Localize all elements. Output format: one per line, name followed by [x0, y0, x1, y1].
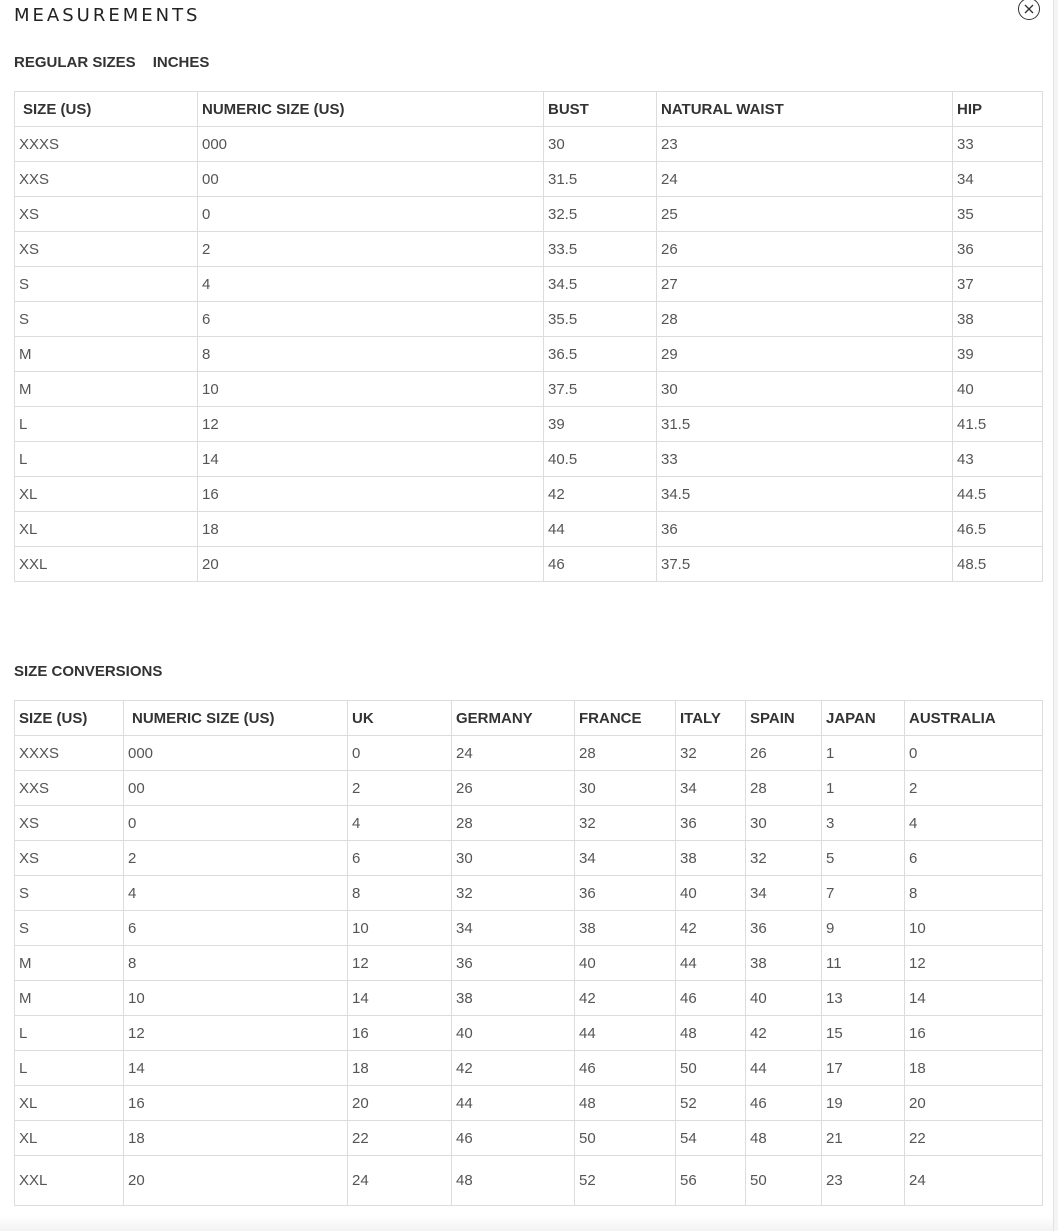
- table-cell: 32: [452, 876, 575, 911]
- table-cell: L: [15, 1016, 124, 1051]
- table-cell: 19: [822, 1086, 905, 1121]
- table-row: [15, 337, 1043, 372]
- table-cell: 41.5: [953, 407, 1043, 442]
- table-cell: 46.5: [953, 512, 1043, 547]
- table-cell: 11: [822, 946, 905, 981]
- table-row: [15, 806, 1043, 841]
- table-row: [15, 232, 1043, 267]
- size-conversions-heading: SIZE CONVERSIONS: [14, 663, 163, 680]
- table-cell: 32: [575, 806, 676, 841]
- table-cell: 42: [676, 911, 746, 946]
- table-cell: 30: [746, 806, 822, 841]
- table-cell: 4: [348, 806, 452, 841]
- table-cell: 16: [198, 477, 544, 512]
- table-cell: S: [15, 876, 124, 911]
- table-cell: S: [15, 302, 198, 337]
- table-cell: 26: [452, 771, 575, 806]
- table-row: [15, 1016, 1043, 1051]
- table-cell: 28: [575, 736, 676, 771]
- column-header: UK: [348, 701, 452, 736]
- table-cell: 43: [953, 442, 1043, 477]
- table-cell: XS: [15, 841, 124, 876]
- table-cell: 33: [953, 127, 1043, 162]
- table-cell: 48.5: [953, 547, 1043, 582]
- table-cell: 38: [575, 911, 676, 946]
- table-cell: 36.5: [544, 337, 657, 372]
- table-cell: 10: [348, 911, 452, 946]
- table-cell: 2: [124, 841, 348, 876]
- table-cell: 22: [348, 1121, 452, 1156]
- table-cell: 38: [452, 981, 575, 1016]
- table-cell: 40: [575, 946, 676, 981]
- table-cell: 48: [676, 1016, 746, 1051]
- table-cell: 28: [746, 771, 822, 806]
- table-cell: 26: [657, 232, 953, 267]
- table-cell: 31.5: [657, 407, 953, 442]
- table-cell: 35: [953, 197, 1043, 232]
- table-cell: 14: [348, 981, 452, 1016]
- table-cell: 10: [905, 911, 1043, 946]
- bottom-fade: [0, 1216, 1053, 1231]
- table-header-row: [15, 701, 1043, 736]
- column-header: NUMERIC SIZE (US): [124, 701, 348, 736]
- table-cell: 12: [905, 946, 1043, 981]
- table-cell: 34: [575, 841, 676, 876]
- table-cell: 48: [452, 1156, 575, 1206]
- table-cell: 8: [124, 946, 348, 981]
- table-row: [15, 267, 1043, 302]
- table-cell: 24: [452, 736, 575, 771]
- table-cell: 6: [198, 302, 544, 337]
- regular-sizes-header: [14, 54, 209, 71]
- table-cell: 28: [452, 806, 575, 841]
- table-cell: 42: [746, 1016, 822, 1051]
- table-row: [15, 162, 1043, 197]
- table-cell: XXL: [15, 1156, 124, 1206]
- table-cell: 24: [905, 1156, 1043, 1206]
- table-cell: 000: [124, 736, 348, 771]
- conversions-table: [14, 700, 1043, 1206]
- column-header: NATURAL WAIST: [657, 92, 953, 127]
- table-cell: 32: [746, 841, 822, 876]
- column-header: NUMERIC SIZE (US): [198, 92, 544, 127]
- table-cell: 31.5: [544, 162, 657, 197]
- table-row: [15, 736, 1043, 771]
- table-cell: 0: [348, 736, 452, 771]
- table-cell: 13: [822, 981, 905, 1016]
- column-header: ITALY: [676, 701, 746, 736]
- table-cell: 50: [676, 1051, 746, 1086]
- table-row: [15, 372, 1043, 407]
- table-cell: 24: [657, 162, 953, 197]
- table-row: [15, 127, 1043, 162]
- table-cell: 0: [905, 736, 1043, 771]
- table-row: [15, 407, 1043, 442]
- table-cell: 16: [905, 1016, 1043, 1051]
- table-cell: 40: [953, 372, 1043, 407]
- table-cell: M: [15, 946, 124, 981]
- table-cell: XXXS: [15, 736, 124, 771]
- table-cell: 20: [198, 547, 544, 582]
- column-header: JAPAN: [822, 701, 905, 736]
- table-row: [15, 197, 1043, 232]
- table-cell: 48: [575, 1086, 676, 1121]
- table-cell: 20: [905, 1086, 1043, 1121]
- column-header: GERMANY: [452, 701, 575, 736]
- table-cell: 18: [905, 1051, 1043, 1086]
- table-cell: XXS: [15, 771, 124, 806]
- table-cell: 29: [657, 337, 953, 372]
- table-cell: 44: [575, 1016, 676, 1051]
- table-cell: 21: [822, 1121, 905, 1156]
- table-cell: 35.5: [544, 302, 657, 337]
- table-cell: 12: [348, 946, 452, 981]
- table-row: [15, 981, 1043, 1016]
- table-row: [15, 547, 1043, 582]
- table-cell: 40.5: [544, 442, 657, 477]
- table-cell: 26: [746, 736, 822, 771]
- column-header: SPAIN: [746, 701, 822, 736]
- table-cell: 9: [822, 911, 905, 946]
- table-cell: 37.5: [544, 372, 657, 407]
- table-cell: 52: [676, 1086, 746, 1121]
- table-cell: 56: [676, 1156, 746, 1206]
- table-row: [15, 512, 1043, 547]
- table-cell: 14: [198, 442, 544, 477]
- table-cell: 6: [348, 841, 452, 876]
- table-cell: 36: [676, 806, 746, 841]
- table-cell: 37: [953, 267, 1043, 302]
- column-header: BUST: [544, 92, 657, 127]
- table-cell: 32: [676, 736, 746, 771]
- table-cell: 42: [544, 477, 657, 512]
- table-cell: 30: [452, 841, 575, 876]
- table-cell: 44: [676, 946, 746, 981]
- table-cell: 00: [124, 771, 348, 806]
- column-header: SIZE (US): [15, 701, 124, 736]
- table-cell: L: [15, 407, 198, 442]
- table-cell: XL: [15, 1121, 124, 1156]
- table-cell: 50: [746, 1156, 822, 1206]
- table-cell: 46: [452, 1121, 575, 1156]
- table-cell: 00: [198, 162, 544, 197]
- table-cell: 12: [198, 407, 544, 442]
- table-cell: 44: [544, 512, 657, 547]
- table-row: [15, 1121, 1043, 1156]
- table-cell: M: [15, 372, 198, 407]
- table-cell: 20: [348, 1086, 452, 1121]
- table-cell: 36: [452, 946, 575, 981]
- table-cell: M: [15, 981, 124, 1016]
- table-cell: 36: [746, 911, 822, 946]
- column-header: HIP: [953, 92, 1043, 127]
- close-icon: [1024, 4, 1034, 14]
- table-cell: 30: [544, 127, 657, 162]
- table-cell: 2: [905, 771, 1043, 806]
- table-cell: 44: [746, 1051, 822, 1086]
- table-cell: XS: [15, 806, 124, 841]
- table-cell: 36: [575, 876, 676, 911]
- table-cell: 44: [452, 1086, 575, 1121]
- modal-title: MEASUREMENTS: [14, 5, 201, 26]
- table-cell: 28: [657, 302, 953, 337]
- table-cell: 37.5: [657, 547, 953, 582]
- table-cell: 34: [452, 911, 575, 946]
- table-cell: 54: [676, 1121, 746, 1156]
- table-cell: 42: [575, 981, 676, 1016]
- table-cell: 4: [198, 267, 544, 302]
- table-cell: 32.5: [544, 197, 657, 232]
- table-cell: 1: [822, 736, 905, 771]
- table-row: [15, 1156, 1043, 1206]
- table-cell: 0: [198, 197, 544, 232]
- close-button[interactable]: [1018, 0, 1040, 20]
- table-cell: 6: [124, 911, 348, 946]
- table-cell: 36: [953, 232, 1043, 267]
- table-cell: 34.5: [544, 267, 657, 302]
- table-cell: 000: [198, 127, 544, 162]
- column-header: FRANCE: [575, 701, 676, 736]
- table-cell: 22: [905, 1121, 1043, 1156]
- table-cell: 25: [657, 197, 953, 232]
- table-cell: 38: [953, 302, 1043, 337]
- column-header: SIZE (US): [15, 92, 198, 127]
- table-cell: XL: [15, 512, 198, 547]
- table-cell: 36: [657, 512, 953, 547]
- table-row: [15, 911, 1043, 946]
- table-cell: 40: [452, 1016, 575, 1051]
- table-row: [15, 876, 1043, 911]
- table-cell: XXS: [15, 162, 198, 197]
- table-cell: 18: [198, 512, 544, 547]
- table-cell: 16: [348, 1016, 452, 1051]
- table-cell: 24: [348, 1156, 452, 1206]
- unit-label: INCHES: [152, 54, 210, 71]
- table-cell: 38: [746, 946, 822, 981]
- table-header-row: [15, 92, 1043, 127]
- table-cell: 8: [905, 876, 1043, 911]
- table-cell: 46: [544, 547, 657, 582]
- table-cell: XXXS: [15, 127, 198, 162]
- table-cell: 44.5: [953, 477, 1043, 512]
- table-cell: 50: [575, 1121, 676, 1156]
- table-cell: 2: [198, 232, 544, 267]
- scrollbar[interactable]: [1053, 0, 1058, 1231]
- table-row: [15, 442, 1043, 477]
- table-cell: 5: [822, 841, 905, 876]
- table-cell: 10: [124, 981, 348, 1016]
- table-cell: 48: [746, 1121, 822, 1156]
- table-cell: 15: [822, 1016, 905, 1051]
- table-cell: 14: [905, 981, 1043, 1016]
- table-cell: L: [15, 442, 198, 477]
- table-cell: 33.5: [544, 232, 657, 267]
- table-cell: 30: [657, 372, 953, 407]
- table-cell: 34: [953, 162, 1043, 197]
- table-cell: 34: [676, 771, 746, 806]
- table-cell: 34.5: [657, 477, 953, 512]
- table-cell: 39: [953, 337, 1043, 372]
- table-cell: 18: [348, 1051, 452, 1086]
- table-cell: 42: [452, 1051, 575, 1086]
- table-cell: XL: [15, 1086, 124, 1121]
- table-cell: 30: [575, 771, 676, 806]
- table-row: [15, 771, 1043, 806]
- table-cell: 52: [575, 1156, 676, 1206]
- table-cell: 8: [348, 876, 452, 911]
- table-row: [15, 1086, 1043, 1121]
- table-cell: 40: [746, 981, 822, 1016]
- table-cell: 39: [544, 407, 657, 442]
- table-cell: 23: [657, 127, 953, 162]
- table-row: [15, 1051, 1043, 1086]
- table-cell: 3: [822, 806, 905, 841]
- table-cell: 8: [198, 337, 544, 372]
- table-cell: 0: [124, 806, 348, 841]
- table-cell: 18: [124, 1121, 348, 1156]
- table-cell: 14: [124, 1051, 348, 1086]
- table-cell: L: [15, 1051, 124, 1086]
- size-conversions-header: [14, 663, 162, 680]
- table-row: [15, 841, 1043, 876]
- table-cell: 27: [657, 267, 953, 302]
- table-cell: S: [15, 267, 198, 302]
- table-cell: 16: [124, 1086, 348, 1121]
- table-cell: M: [15, 337, 198, 372]
- table-cell: 46: [746, 1086, 822, 1121]
- table-cell: 46: [575, 1051, 676, 1086]
- table-cell: 33: [657, 442, 953, 477]
- table-cell: 38: [676, 841, 746, 876]
- table-cell: 7: [822, 876, 905, 911]
- table-cell: XS: [15, 232, 198, 267]
- table-cell: 12: [124, 1016, 348, 1051]
- table-row: [15, 302, 1043, 337]
- table-cell: 40: [676, 876, 746, 911]
- table-cell: 4: [124, 876, 348, 911]
- table-row: [15, 477, 1043, 512]
- table-cell: 17: [822, 1051, 905, 1086]
- table-cell: 20: [124, 1156, 348, 1206]
- table-cell: 1: [822, 771, 905, 806]
- table-cell: XL: [15, 477, 198, 512]
- table-cell: XS: [15, 197, 198, 232]
- regular-sizes-heading: REGULAR SIZES: [14, 54, 136, 71]
- table-cell: 4: [905, 806, 1043, 841]
- table-cell: 10: [198, 372, 544, 407]
- table-row: [15, 946, 1043, 981]
- column-header: AUSTRALIA: [905, 701, 1043, 736]
- table-cell: 6: [905, 841, 1043, 876]
- table-cell: 23: [822, 1156, 905, 1206]
- measurements-table: [14, 91, 1043, 582]
- table-cell: 2: [348, 771, 452, 806]
- table-cell: XXL: [15, 547, 198, 582]
- table-cell: S: [15, 911, 124, 946]
- table-cell: 34: [746, 876, 822, 911]
- table-cell: 46: [676, 981, 746, 1016]
